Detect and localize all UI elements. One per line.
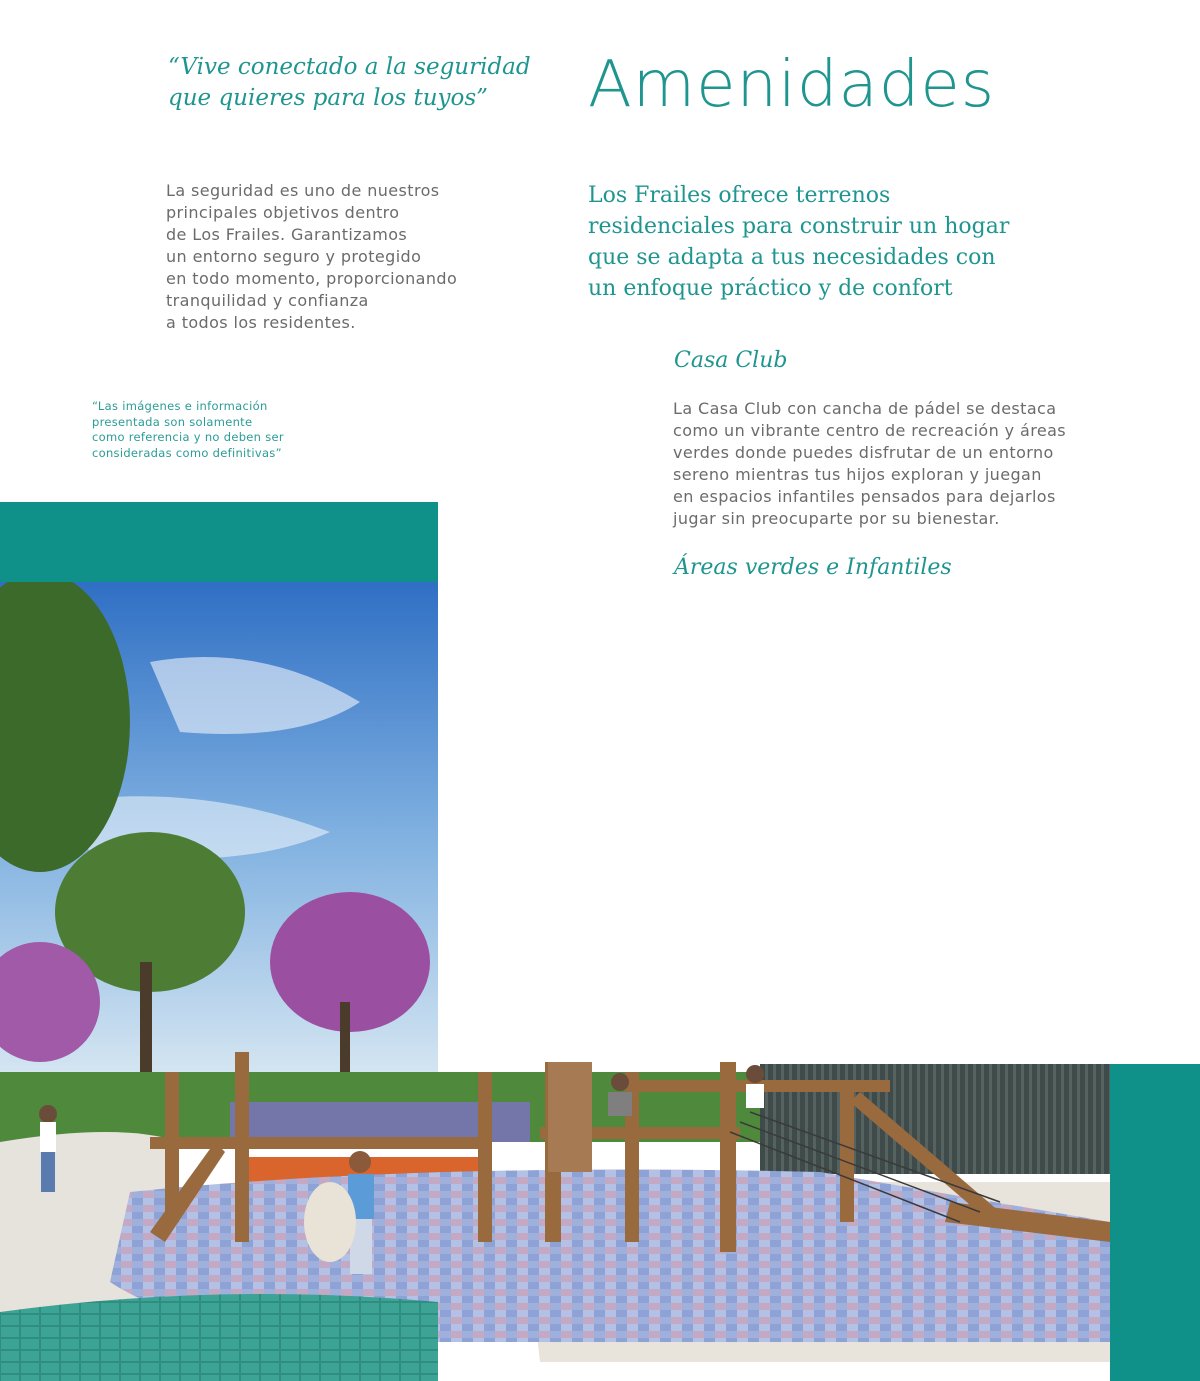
image-disclaimer xyxy=(92,399,332,461)
areas-verdes-heading: Áreas verdes e Infantiles xyxy=(674,555,952,580)
casa-club-line: La Casa Club con cancha de pádel se destaca xyxy=(673,399,1057,418)
casa-club-paragraph xyxy=(673,398,1103,530)
child-on-beam-figure xyxy=(746,1065,764,1108)
intro-line: un enfoque práctico y de confort xyxy=(588,276,953,301)
teal-band-decoration xyxy=(0,502,438,584)
intro-line: Los Frailes ofrece terrenos xyxy=(588,183,891,208)
security-line: de Los Frailes. Garantizamos xyxy=(166,225,408,244)
disclaimer-line: como referencia y no deben ser xyxy=(92,430,284,444)
security-line: principales objetivos dentro xyxy=(166,203,400,222)
security-quote xyxy=(168,52,548,114)
casa-club-heading: Casa Club xyxy=(674,348,788,373)
disclaimer-line: “Las imágenes e información xyxy=(92,399,268,413)
playground-illustration xyxy=(0,582,1110,1381)
casa-club-line: en espacios infantiles pensados para dejarlos xyxy=(673,487,1056,506)
security-paragraph xyxy=(166,180,506,334)
security-line: un entorno seguro y protegido xyxy=(166,247,422,266)
intro-paragraph xyxy=(588,180,1018,304)
security-line: en todo momento, proporcionando xyxy=(166,269,458,288)
teal-brick-dome-decoration xyxy=(0,1294,438,1381)
security-line: tranquilidad y confianza xyxy=(166,291,369,310)
casa-club-line: jugar sin preocuparte por su bienestar. xyxy=(673,509,1000,528)
security-line: La seguridad es uno de nuestros xyxy=(166,181,440,200)
casa-club-line: verdes donde puedes disfrutar de un entorno xyxy=(673,443,1054,462)
teal-side-block-decoration xyxy=(1110,1064,1200,1381)
disclaimer-line: consideradas como definitivas” xyxy=(92,445,282,460)
content-panel-curve xyxy=(438,582,1110,1064)
intro-line: residenciales para construir un hogar xyxy=(588,214,1010,239)
intro-line: que se adapta a tus necesidades con xyxy=(588,245,996,270)
child-on-net-figure xyxy=(608,1073,632,1116)
security-line: a todos los residentes. xyxy=(166,313,356,332)
page-title: Amenidades xyxy=(588,48,996,122)
security-quote-line-1: “Vive conectado a la seguridad xyxy=(168,54,531,80)
casa-club-line: sereno mientras tus hijos exploran y juegan xyxy=(673,465,1042,484)
security-quote-line-2: que quieres para los tuyos” xyxy=(168,85,488,111)
disclaimer-line: presentada son solamente xyxy=(92,414,253,429)
casa-club-line: como un vibrante centro de recreación y áreas xyxy=(673,421,1067,440)
child-figure xyxy=(39,1105,57,1192)
